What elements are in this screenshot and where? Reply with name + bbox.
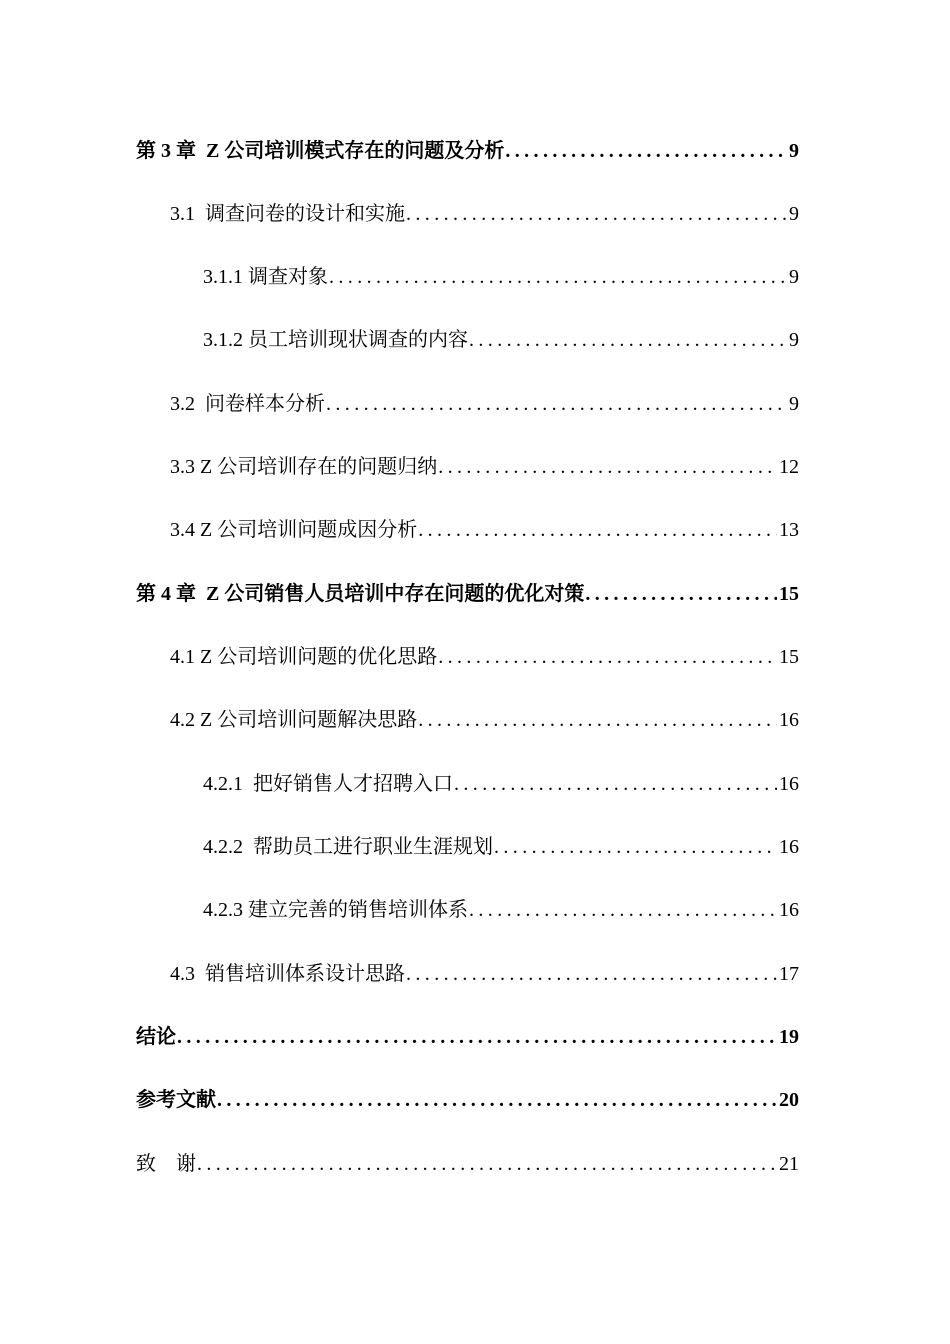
toc-entry-acknowledgements[interactable]	[136, 1147, 799, 1181]
toc-entry-title: 致 谢	[136, 1153, 196, 1175]
toc-entry-title: 3.1.2 员工培训现状调查的内容	[203, 329, 468, 351]
toc-entry-title: 第 3 章 Z 公司培训模式存在的问题及分析	[136, 140, 505, 162]
toc-entry-chapter-4[interactable]	[136, 577, 799, 611]
toc-dot-leader	[406, 197, 787, 231]
toc-entry-title: 3.2 问卷样本分析	[170, 393, 325, 415]
toc-entry-4-1[interactable]	[170, 640, 799, 674]
toc-entry-3-1[interactable]	[170, 197, 799, 231]
toc-page-number: 19	[779, 1026, 799, 1048]
toc-entry-4-2-2[interactable]	[203, 830, 799, 864]
toc-dot-leader	[326, 387, 787, 421]
toc-dot-leader	[438, 450, 777, 484]
toc-entry-title: 4.3 销售培训体系设计思路	[170, 963, 405, 985]
toc-dot-leader	[406, 957, 777, 991]
toc-dot-leader	[469, 893, 777, 927]
toc-entry-3-1-1[interactable]	[203, 260, 799, 294]
toc-page-number: 16	[779, 836, 799, 858]
toc-page-number: 21	[779, 1153, 799, 1175]
toc-dot-leader	[418, 513, 777, 547]
toc-page-number: 12	[779, 456, 799, 478]
toc-entry-3-2[interactable]	[170, 387, 799, 421]
toc-entry-title: 4.2.3 建立完善的销售培训体系	[203, 899, 468, 921]
toc-entry-title: 4.2 Z 公司培训问题解决思路	[170, 709, 418, 731]
toc-page-number: 9	[789, 266, 799, 288]
toc-dot-leader	[585, 577, 777, 611]
toc-entry-4-2-1[interactable]	[203, 767, 799, 801]
toc-entry-chapter-3[interactable]	[136, 134, 799, 168]
toc-entry-4-2-3[interactable]	[203, 893, 799, 927]
toc-entry-conclusion[interactable]	[136, 1020, 799, 1054]
toc-entry-title: 4.1 Z 公司培训问题的优化思路	[170, 646, 438, 668]
toc-entry-title: 参考文献	[136, 1089, 216, 1111]
toc-page-number: 17	[779, 963, 799, 985]
toc-dot-leader	[469, 323, 787, 357]
toc-dot-leader	[217, 1083, 777, 1117]
toc-entry-title: 3.1.1 调查对象	[203, 266, 328, 288]
toc-page-number: 13	[779, 519, 799, 541]
toc-page-number: 15	[779, 646, 799, 668]
toc-dot-leader	[329, 260, 787, 294]
toc-entry-title: 4.2.2 帮助员工进行职业生涯规划	[203, 836, 493, 858]
toc-page-number: 16	[779, 773, 799, 795]
toc-entry-references[interactable]	[136, 1083, 799, 1117]
toc-dot-leader	[454, 767, 777, 801]
toc-entry-title: 3.4 Z 公司培训问题成因分析	[170, 519, 418, 541]
toc-entry-title: 结论	[136, 1026, 176, 1048]
toc-entry-title: 4.2.1 把好销售人才招聘入口	[203, 773, 453, 795]
toc-page-number: 9	[789, 393, 799, 415]
toc-page-number: 20	[779, 1089, 799, 1111]
toc-page-number: 15	[779, 583, 799, 605]
toc-entry-4-3[interactable]	[170, 957, 799, 991]
toc-entry-3-1-2[interactable]	[203, 323, 799, 357]
toc-entry-3-3[interactable]	[170, 450, 799, 484]
toc-entry-title: 第 4 章 Z 公司销售人员培训中存在问题的优化对策	[136, 583, 585, 605]
toc-page-number: 9	[789, 203, 799, 225]
toc-page-number: 16	[779, 709, 799, 731]
toc-page-number: 9	[789, 140, 799, 162]
toc-entry-3-4[interactable]	[170, 513, 799, 547]
toc-dot-leader	[505, 134, 787, 168]
toc-entry-title: 3.3 Z 公司培训存在的问题归纳	[170, 456, 438, 478]
toc-page-number: 16	[779, 899, 799, 921]
toc-dot-leader	[494, 830, 777, 864]
toc-dot-leader	[418, 703, 777, 737]
toc-page-number: 9	[789, 329, 799, 351]
toc-dot-leader	[438, 640, 777, 674]
toc-dot-leader	[177, 1020, 777, 1054]
toc-entry-title: 3.1 调查问卷的设计和实施	[170, 203, 405, 225]
toc-dot-leader	[197, 1147, 777, 1181]
toc-entry-4-2[interactable]	[170, 703, 799, 737]
